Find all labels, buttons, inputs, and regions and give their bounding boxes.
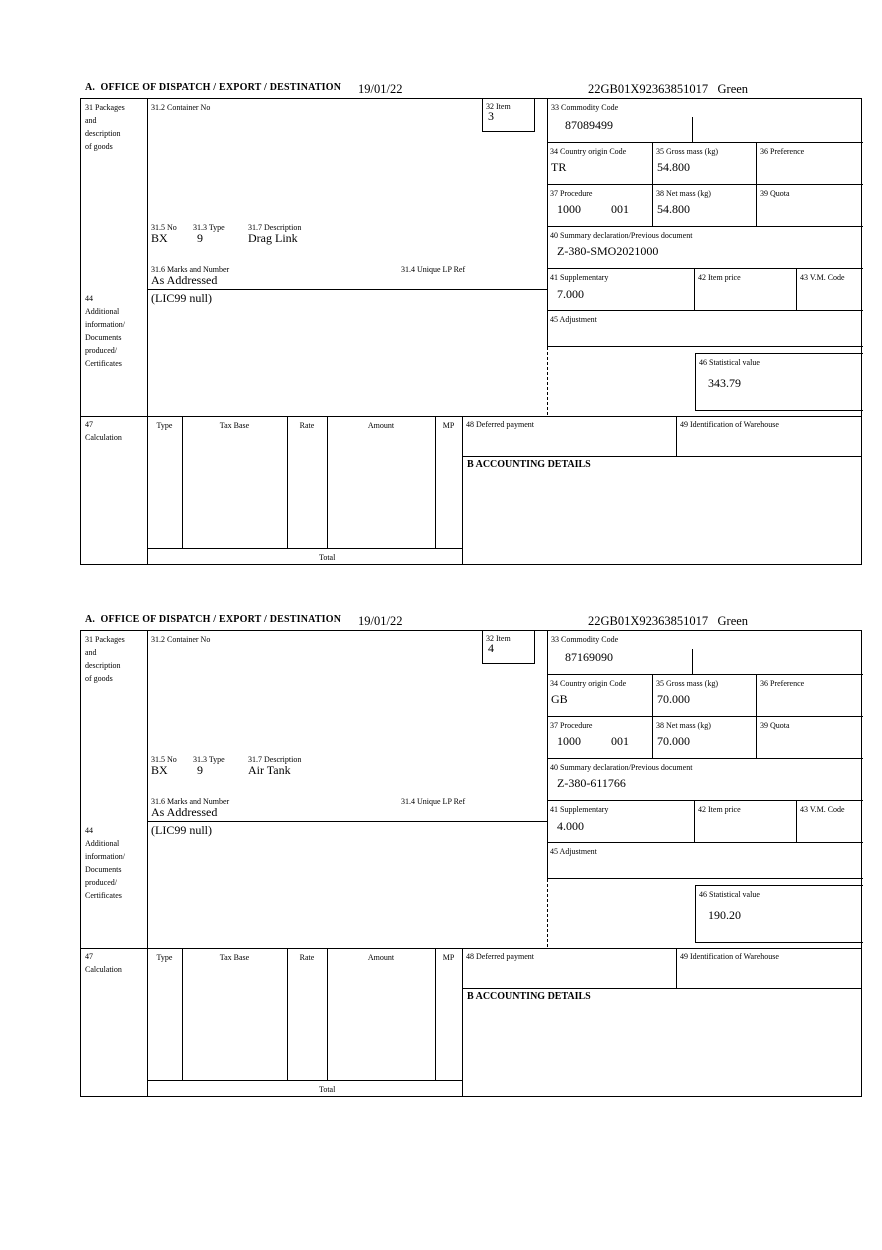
dispatch-date: 19/01/22 [358, 614, 403, 628]
procedure-code-value: 1000 [557, 202, 581, 216]
box46-statistical-value [695, 353, 863, 411]
box32-item [482, 99, 535, 132]
box31-label-line: and [85, 648, 97, 657]
item-number-value: 4 [488, 641, 494, 655]
statistical-value: 190.20 [708, 908, 741, 922]
box31-label-line: of goods [85, 142, 113, 151]
box44-label-line: produced/ [85, 346, 117, 355]
box37-label: 37 Procedure [550, 189, 593, 198]
box31-5-label: 31.5 No [151, 755, 177, 764]
country-origin-value: GB [551, 692, 568, 706]
box38-label: 38 Net mass (kg) [656, 721, 711, 730]
accounting-details-label: B ACCOUNTING DETAILS [467, 459, 591, 470]
calc-col-divider [287, 948, 288, 1080]
commodity-code-value: 87089499 [565, 118, 613, 132]
dashed-divider [547, 347, 548, 415]
box31-label-line: and [85, 116, 97, 125]
gross-mass-value: 70.000 [657, 692, 690, 706]
box41-label: 41 Supplementary [550, 273, 609, 282]
box48-label: 48 Deferred payment [466, 420, 534, 429]
declaration-reference: 22GB01X92363851017 Green [588, 614, 749, 628]
box37-procedure [547, 185, 653, 227]
box33-commodity-code [547, 99, 863, 143]
box31-label-line: description [85, 129, 121, 138]
box44-label-line: Additional [85, 839, 120, 848]
left-column-divider [147, 631, 148, 1096]
box37-procedure [547, 717, 653, 759]
net-mass-value: 54.800 [657, 202, 690, 216]
calc-col-divider [327, 416, 328, 548]
box33-label: 33 Commodity Code [551, 635, 619, 644]
box44-label-line: produced/ [85, 878, 117, 887]
supplementary-units-value: 4.000 [557, 819, 584, 833]
section-header [0, 614, 882, 630]
box47-label-line: Calculation [85, 433, 122, 442]
box39-quota [757, 185, 863, 227]
box31-6-label: 31.6 Marks and Number [151, 265, 230, 274]
box35-label: 35 Gross mass (kg) [656, 679, 718, 688]
box41-label: 41 Supplementary [550, 805, 609, 814]
total-row [147, 1080, 462, 1097]
box44-label-line: Certificates [85, 359, 122, 368]
section-header [0, 82, 882, 98]
box43-vm-code [797, 801, 863, 843]
box40-summary-declaration [547, 227, 863, 269]
box46-statistical-value [695, 885, 863, 943]
goods-description-value: Drag Link [248, 231, 298, 245]
supplementary-units-value: 7.000 [557, 287, 584, 301]
commodity-code-tick [692, 117, 693, 143]
total-row [147, 548, 462, 565]
box44-label-line: information/ [85, 852, 125, 861]
box31-label-line: of goods [85, 674, 113, 683]
box34-country-origin [547, 143, 653, 185]
accounting-details-label: B ACCOUNTING DETAILS [467, 991, 591, 1002]
box41-supplementary [547, 801, 695, 843]
calc-col-divider [327, 948, 328, 1080]
box44-label-line: Certificates [85, 891, 122, 900]
marks-section-divider [147, 821, 547, 822]
box49-label: 49 Identification of Warehouse [680, 952, 779, 961]
box31-7-label: 31.7 Description [248, 223, 302, 232]
box43-label: 43 V.M. Code [800, 273, 845, 282]
box44-label [85, 292, 125, 370]
commodity-code-tick [692, 649, 693, 675]
box43-vm-code [797, 269, 863, 311]
box36-label: 36 Preference [760, 679, 805, 688]
box40-summary-declaration [547, 759, 863, 801]
box31-label [85, 633, 125, 685]
left-column-divider [147, 99, 148, 564]
box42-label: 42 Item price [698, 805, 741, 814]
box38-label: 38 Net mass (kg) [656, 189, 711, 198]
box34-label: 34 Country origin Code [550, 679, 627, 688]
goods-description-value: Air Tank [248, 763, 291, 777]
commodity-code-value: 87169090 [565, 650, 613, 664]
box41-supplementary [547, 269, 695, 311]
accounting-divider [462, 988, 862, 989]
box49-warehouse [677, 416, 863, 456]
item-detail-box [80, 98, 862, 565]
box35-gross-mass [653, 143, 757, 185]
box47-label-line: 47 [85, 420, 93, 429]
box31-label-line: 31 Packages [85, 635, 125, 644]
package-count-value: 9 [197, 763, 203, 777]
col-tax-base-label: Tax Base [219, 421, 250, 430]
dispatch-date: 19/01/22 [358, 82, 403, 96]
statistical-value: 343.79 [708, 376, 741, 390]
box31-4-label: 31.4 Unique LP Ref [401, 265, 466, 274]
box31-label [85, 101, 125, 153]
box34-label: 34 Country origin Code [550, 147, 627, 156]
marks-section-divider [147, 289, 547, 290]
box48-deferred-payment [462, 416, 677, 456]
box46-label: 46 Statistical value [699, 358, 760, 367]
box35-gross-mass [653, 675, 757, 717]
col-amount-label: Amount [367, 421, 395, 430]
col-mp-label: MP [442, 953, 455, 962]
calc-col-divider [435, 948, 436, 1080]
calc-col-divider [435, 416, 436, 548]
box31-2-container-label: 31.2 Container No [151, 103, 211, 112]
box36-label: 36 Preference [760, 147, 805, 156]
additional-information-value: (LIC99 null) [151, 823, 212, 837]
box42-label: 42 Item price [698, 273, 741, 282]
item-detail-box [80, 630, 862, 1097]
gross-mass-value: 54.800 [657, 160, 690, 174]
box31-2-container-label: 31.2 Container No [151, 635, 211, 644]
box44-label-line: 44 [85, 826, 93, 835]
dashed-divider [547, 879, 548, 947]
box31-5-label: 31.5 No [151, 223, 177, 232]
col-type-label: Type [156, 953, 173, 962]
box44-label-line: Documents [85, 333, 122, 342]
box34-country-origin [547, 675, 653, 717]
box48-deferred-payment [462, 948, 677, 988]
box42-item-price [695, 801, 797, 843]
box47-label-line: 47 [85, 952, 93, 961]
marks-and-numbers-value: As Addressed [151, 273, 218, 287]
additional-information-value: (LIC99 null) [151, 291, 212, 305]
box33-label: 33 Commodity Code [551, 103, 619, 112]
country-origin-value: TR [551, 160, 567, 174]
box31-label-line: 31 Packages [85, 103, 125, 112]
box36-preference [757, 675, 863, 717]
box31-4-label: 31.4 Unique LP Ref [401, 797, 466, 806]
item-number-value: 3 [488, 109, 494, 123]
calc-col-divider [287, 416, 288, 548]
box33-commodity-code [547, 631, 863, 675]
summary-declaration-value: Z-380-611766 [557, 776, 626, 790]
box31-label-line: description [85, 661, 121, 670]
box31-3-label: 31.3 Type [193, 755, 225, 764]
box48-label: 48 Deferred payment [466, 952, 534, 961]
box49-label: 49 Identification of Warehouse [680, 420, 779, 429]
box44-label-line: information/ [85, 320, 125, 329]
box44-label-line: Additional [85, 307, 120, 316]
accounting-divider [462, 456, 862, 457]
total-label: Total [319, 1085, 336, 1094]
package-kind-value: BX [151, 231, 168, 245]
box32-label: 32 Item [486, 102, 511, 111]
box47-label [85, 418, 122, 444]
box44-label [85, 824, 125, 902]
box42-item-price [695, 269, 797, 311]
procedure-code-value: 1000 [557, 734, 581, 748]
col-rate-label: Rate [299, 953, 315, 962]
box45-adjustment [547, 311, 863, 347]
box39-label: 39 Quota [760, 721, 790, 730]
box38-net-mass [653, 185, 757, 227]
summary-declaration-value: Z-380-SMO2021000 [557, 244, 659, 258]
box45-label: 45 Adjustment [550, 315, 597, 324]
total-label: Total [319, 553, 336, 562]
box44-label-line: 44 [85, 294, 93, 303]
net-mass-value: 70.000 [657, 734, 690, 748]
package-kind-value: BX [151, 763, 168, 777]
box40-label: 40 Summary declaration/Previous document [550, 231, 693, 240]
col-mp-label: MP [442, 421, 455, 430]
box32-label: 32 Item [486, 634, 511, 643]
col-type-label: Type [156, 421, 173, 430]
box35-label: 35 Gross mass (kg) [656, 147, 718, 156]
office-of-dispatch-label: A. OFFICE OF DISPATCH / EXPORT / DESTINATION [85, 614, 342, 625]
procedure-code-2-value: 001 [611, 734, 629, 748]
box45-label: 45 Adjustment [550, 847, 597, 856]
box31-6-label: 31.6 Marks and Number [151, 797, 230, 806]
calc-col-divider [182, 948, 183, 1080]
box39-quota [757, 717, 863, 759]
box36-preference [757, 143, 863, 185]
box40-label: 40 Summary declaration/Previous document [550, 763, 693, 772]
box46-label: 46 Statistical value [699, 890, 760, 899]
declaration-item-section [0, 82, 882, 614]
declaration-reference: 22GB01X92363851017 Green [588, 82, 749, 96]
box49-warehouse [677, 948, 863, 988]
package-count-value: 9 [197, 231, 203, 245]
box31-7-label: 31.7 Description [248, 755, 302, 764]
declaration-item-section [0, 614, 882, 1146]
box45-adjustment [547, 843, 863, 879]
box44-label-line: Documents [85, 865, 122, 874]
col-tax-base-label: Tax Base [219, 953, 250, 962]
box31-3-label: 31.3 Type [193, 223, 225, 232]
marks-and-numbers-value: As Addressed [151, 805, 218, 819]
procedure-code-2-value: 001 [611, 202, 629, 216]
calc-col-divider [182, 416, 183, 548]
box47-label [85, 950, 122, 976]
col-rate-label: Rate [299, 421, 315, 430]
box39-label: 39 Quota [760, 189, 790, 198]
box47-label-line: Calculation [85, 965, 122, 974]
box37-label: 37 Procedure [550, 721, 593, 730]
office-of-dispatch-label: A. OFFICE OF DISPATCH / EXPORT / DESTINATION [85, 82, 342, 93]
box32-item [482, 631, 535, 664]
col-amount-label: Amount [367, 953, 395, 962]
box38-net-mass [653, 717, 757, 759]
box43-label: 43 V.M. Code [800, 805, 845, 814]
